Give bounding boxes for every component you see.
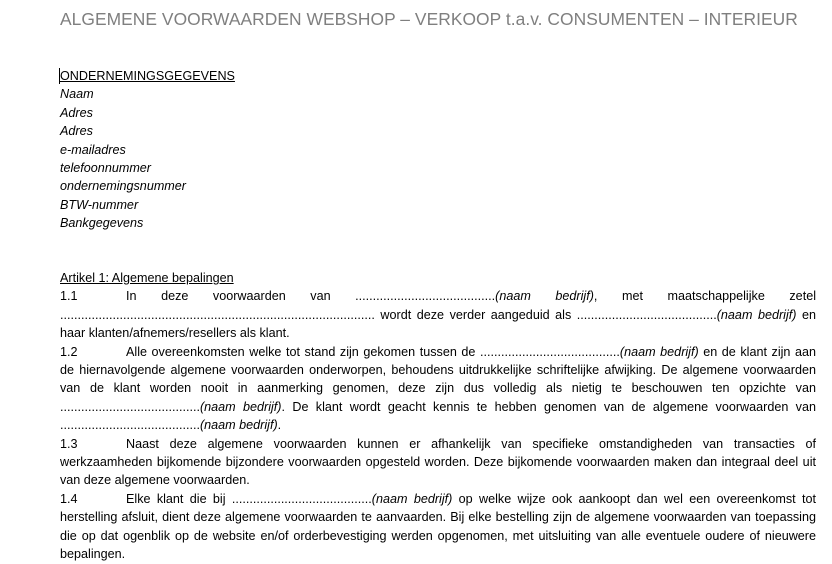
company-field-vat-number: BTW-nummer (60, 197, 139, 212)
fill-in-dots: ........................................ (355, 289, 496, 304)
company-field-bank-details: Bankgegevens (60, 216, 144, 231)
paragraph-text: . (277, 418, 282, 433)
fill-in-dots: ........................................ (60, 418, 200, 433)
paragraph-number: 1.1 (60, 289, 78, 304)
company-name-placeholder: (naam bedrijf) (199, 399, 282, 414)
company-name-placeholder: (naam bedrijf) (371, 491, 453, 506)
paragraph-number: 1.3 (60, 436, 78, 451)
company-name-placeholder: (naam bedrijf) (716, 307, 797, 322)
company-field-company-number: ondernemingsnummer (60, 179, 186, 194)
company-field-email: e-mailadres (60, 142, 126, 157)
company-details-heading (60, 67, 235, 85)
paragraph-text: . De klant wordt geacht kennis te hebben genomen van de algemene voorwaarden van (281, 399, 816, 414)
company-field-address-2: Adres (60, 124, 93, 139)
company-field-phone: telefoonnummer (60, 161, 152, 176)
paragraph-text: op welke wijze ook aankoopt dan wel een overeenkomst tot herstelling afsluit, dient deze algemene voorwaarden te aanvaarden. Bij elke bestelling zijn de algemene voorwaarden van toepassing die op dat ogenblik op de website en/of orderbevestiging werden opgenomen, met uitsluiting van alle eventuele oudere of nieuwere bepalingen. (60, 491, 816, 562)
company-details-heading-text: ONDERNEMINGSGEGEVENS (60, 69, 235, 83)
fill-in-dots: ........................................ (60, 399, 200, 414)
paragraph-text: en haar klanten/afnemers/resellers als klant. (60, 307, 816, 341)
paragraph-text: Alle overeenkomsten welke tot stand zijn gekomen tussen de (126, 344, 480, 359)
company-name-placeholder: (naam bedrijf) (495, 289, 594, 304)
paragraph-text: In deze voorwaarden van (126, 289, 356, 304)
article-1-section (60, 269, 816, 564)
fill-in-dots: ........................................ (231, 491, 372, 506)
fill-in-dots: .......................................................................................... (60, 307, 375, 322)
article-heading: Artikel 1: Algemene bepalingen (60, 271, 234, 285)
paragraph-1-2 (60, 343, 816, 435)
text-cursor (59, 68, 60, 84)
fill-in-dots: ........................................ (576, 307, 717, 322)
company-name-placeholder: (naam bedrijf) (199, 418, 278, 433)
paragraph-1-4 (60, 490, 816, 564)
paragraph-1-3 (60, 435, 816, 490)
paragraph-text: Elke klant die bij (126, 491, 232, 506)
paragraph-number: 1.4 (60, 491, 78, 506)
paragraph-text: , met maatschappelijke zetel (593, 289, 816, 304)
company-details-section (60, 67, 235, 233)
paragraph-text: en de klant zijn aan de hiernavolgende algemene voorwaarden onderworpen, behoudens uitdrukkelijke schriftelijke afwijking. De algemene voorwaarden van de klant worden nooit in aanmerking genomen, deze zijn dus volledig als nietig te beschouwen ten opzichte van (60, 344, 816, 396)
document-title: ALGEMENE VOORWAARDEN WEBSHOP – VERKOOP t.a.v. CONSUMENTEN – INTERIEUR (60, 9, 798, 29)
paragraph-text: wordt deze verder aangeduid als (374, 307, 577, 322)
paragraph-text: Naast deze algemene voorwaarden kunnen er afhankelijk van specifieke omstandigheden van transacties of werkzaamheden bijkomende bijzondere voorwaarden opgesteld worden. Deze bijkomende voorwaarden maken dan integraal deel uit van deze algemene voorwaarden. (60, 436, 816, 488)
company-name-placeholder: (naam bedrijf) (619, 344, 699, 359)
fill-in-dots: ........................................ (479, 344, 620, 359)
paragraph-1-1 (60, 287, 816, 342)
company-field-name: Naam (60, 87, 94, 102)
company-field-address: Adres (60, 105, 93, 120)
paragraph-number: 1.2 (60, 344, 78, 359)
